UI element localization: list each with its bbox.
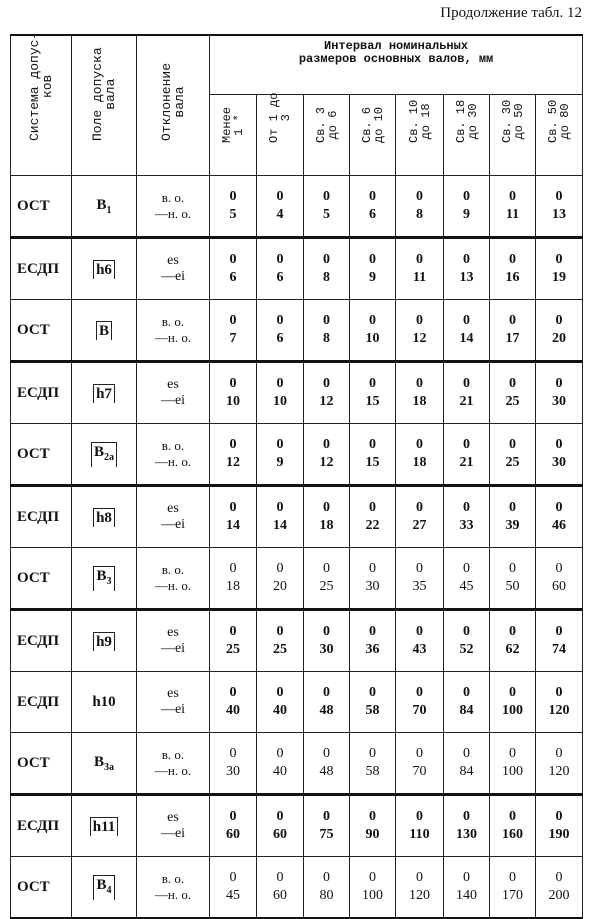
value-cell: 0 9 bbox=[257, 424, 304, 486]
value-cell: 0 20 bbox=[536, 300, 583, 362]
table-row bbox=[11, 733, 583, 795]
value-cell: 0 12 bbox=[304, 362, 350, 424]
header-interval-2: От 1 до 3 bbox=[257, 95, 304, 176]
value-cell: 0 75 bbox=[304, 795, 350, 857]
header-interval-7: Св. 30 до 50 bbox=[490, 95, 536, 176]
value-cell: 0 11 bbox=[490, 176, 536, 238]
deviation-cell: в. о. —н. о. bbox=[137, 857, 210, 919]
field-cell: $B_3$ bbox=[72, 548, 137, 610]
value-cell: 0 48 bbox=[304, 672, 350, 733]
value-cell: 0 30 bbox=[304, 610, 350, 672]
deviation-cell: в. о. —н. о. bbox=[137, 548, 210, 610]
value-cell: 0 30 bbox=[210, 733, 257, 795]
system-cell: ОСТ bbox=[11, 733, 72, 795]
header-interval-3: Св. 3 до 6 bbox=[304, 95, 350, 176]
header-deviation: Отклонение вала bbox=[137, 35, 210, 176]
value-cell: 0 4 bbox=[257, 176, 304, 238]
value-cell: 0 14 bbox=[210, 486, 257, 548]
value-cell: 0 84 bbox=[444, 733, 490, 795]
table-row bbox=[11, 486, 583, 548]
field-cell: h9 bbox=[72, 610, 137, 672]
table-row bbox=[11, 176, 583, 238]
value-cell: 0 13 bbox=[444, 238, 490, 300]
header-system: Система допус- ков bbox=[11, 35, 72, 176]
value-cell: 0 18 bbox=[304, 486, 350, 548]
value-cell: 0 25 bbox=[490, 362, 536, 424]
value-cell: 0 190 bbox=[536, 795, 583, 857]
value-cell: 0 120 bbox=[536, 672, 583, 733]
value-cell: 0 58 bbox=[350, 733, 396, 795]
value-cell: 0 80 bbox=[304, 857, 350, 919]
value-cell: 0 9 bbox=[444, 176, 490, 238]
value-cell: 0 8 bbox=[304, 300, 350, 362]
value-cell: 0 100 bbox=[490, 733, 536, 795]
value-cell: 0 10 bbox=[257, 362, 304, 424]
field-cell: $B_{3a}$ bbox=[72, 733, 137, 795]
value-cell: 0 60 bbox=[210, 795, 257, 857]
value-cell: 0 70 bbox=[396, 672, 444, 733]
field-cell: h10 bbox=[72, 672, 137, 733]
value-cell: 0 30 bbox=[536, 362, 583, 424]
value-cell: 0 52 bbox=[444, 610, 490, 672]
value-cell: 0 39 bbox=[490, 486, 536, 548]
value-cell: 0 110 bbox=[396, 795, 444, 857]
value-cell: 0 45 bbox=[444, 548, 490, 610]
value-cell: 0 16 bbox=[490, 238, 536, 300]
deviation-cell: в. о. —н. о. bbox=[137, 176, 210, 238]
value-cell: 0 84 bbox=[444, 672, 490, 733]
value-cell: 0 27 bbox=[396, 486, 444, 548]
value-cell: 0 48 bbox=[304, 733, 350, 795]
header-interval-1: Менее 1 * bbox=[210, 95, 257, 176]
value-cell: 0 160 bbox=[490, 795, 536, 857]
table-row bbox=[11, 795, 583, 857]
value-cell: 0 11 bbox=[396, 238, 444, 300]
value-cell: 0 13 bbox=[536, 176, 583, 238]
field-cell: $B_1$ bbox=[72, 176, 137, 238]
value-cell: 0 18 bbox=[396, 424, 444, 486]
system-cell: ЕСДП bbox=[11, 610, 72, 672]
value-cell: 0 10 bbox=[210, 362, 257, 424]
value-cell: 0 70 bbox=[396, 733, 444, 795]
header-interval-5: Св. 10 до 18 bbox=[396, 95, 444, 176]
value-cell: 0 18 bbox=[396, 362, 444, 424]
value-cell: 0 7 bbox=[210, 300, 257, 362]
value-cell: 0 12 bbox=[304, 424, 350, 486]
value-cell: 0 60 bbox=[257, 857, 304, 919]
value-cell: 0 14 bbox=[444, 300, 490, 362]
header-interval-6: Св. 18 до 30 bbox=[444, 95, 490, 176]
header-interval-8: Св. 50 до 80 bbox=[536, 95, 583, 176]
table-row bbox=[11, 672, 583, 733]
value-cell: 0 12 bbox=[210, 424, 257, 486]
value-cell: 0 19 bbox=[536, 238, 583, 300]
deviation-cell: es —ei bbox=[137, 486, 210, 548]
value-cell: 0 25 bbox=[257, 610, 304, 672]
field-cell: h8 bbox=[72, 486, 137, 548]
value-cell: 0 21 bbox=[444, 362, 490, 424]
table-row bbox=[11, 300, 583, 362]
deviation-cell: в. о. —н. о. bbox=[137, 300, 210, 362]
value-cell: 0 6 bbox=[210, 238, 257, 300]
value-cell: 0 21 bbox=[444, 424, 490, 486]
value-cell: 0 74 bbox=[536, 610, 583, 672]
table-row bbox=[11, 610, 583, 672]
header-interval-4: Св. 6 до 10 bbox=[350, 95, 396, 176]
value-cell: 0 60 bbox=[257, 795, 304, 857]
field-cell: h7 bbox=[72, 362, 137, 424]
value-cell: 0 6 bbox=[350, 176, 396, 238]
system-cell: ОСТ bbox=[11, 548, 72, 610]
value-cell: 0 40 bbox=[210, 672, 257, 733]
system-cell: ЕСДП bbox=[11, 486, 72, 548]
value-cell: 0 62 bbox=[490, 610, 536, 672]
header-interval-title: Интервал номинальных размеров основных валов, мм bbox=[210, 35, 583, 95]
value-cell: 0 6 bbox=[257, 238, 304, 300]
value-cell: 0 14 bbox=[257, 486, 304, 548]
system-cell: ОСТ bbox=[11, 300, 72, 362]
table-row bbox=[11, 362, 583, 424]
value-cell: 0 10 bbox=[350, 300, 396, 362]
value-cell: 0 46 bbox=[536, 486, 583, 548]
value-cell: 0 33 bbox=[444, 486, 490, 548]
table-row bbox=[11, 238, 583, 300]
value-cell: 0 130 bbox=[444, 795, 490, 857]
system-cell: ЕСДП bbox=[11, 362, 72, 424]
table-row bbox=[11, 857, 583, 919]
value-cell: 0 12 bbox=[396, 300, 444, 362]
value-cell: 0 40 bbox=[257, 672, 304, 733]
system-cell: ОСТ bbox=[11, 176, 72, 238]
system-cell: ОСТ bbox=[11, 857, 72, 919]
value-cell: 0 50 bbox=[490, 548, 536, 610]
value-cell: 0 45 bbox=[210, 857, 257, 919]
system-cell: ОСТ bbox=[11, 424, 72, 486]
value-cell: 0 200 bbox=[536, 857, 583, 919]
value-cell: 0 30 bbox=[536, 424, 583, 486]
value-cell: 0 35 bbox=[396, 548, 444, 610]
value-cell: 0 43 bbox=[396, 610, 444, 672]
value-cell: 0 60 bbox=[536, 548, 583, 610]
value-cell: 0 25 bbox=[490, 424, 536, 486]
system-cell: ЕСДП bbox=[11, 795, 72, 857]
value-cell: 0 5 bbox=[304, 176, 350, 238]
value-cell: 0 90 bbox=[350, 795, 396, 857]
value-cell: 0 17 bbox=[490, 300, 536, 362]
value-cell: 0 5 bbox=[210, 176, 257, 238]
value-cell: 0 120 bbox=[396, 857, 444, 919]
header-field: Поле допуска вала bbox=[72, 35, 137, 176]
deviation-cell: es —ei bbox=[137, 672, 210, 733]
value-cell: 0 6 bbox=[257, 300, 304, 362]
deviation-cell: es —ei bbox=[137, 795, 210, 857]
value-cell: 0 25 bbox=[304, 548, 350, 610]
table-caption: Продолжение табл. 12 bbox=[440, 5, 582, 21]
field-cell: B bbox=[72, 300, 137, 362]
deviation-cell: es —ei bbox=[137, 362, 210, 424]
deviation-cell: es —ei bbox=[137, 610, 210, 672]
field-cell: h6 bbox=[72, 238, 137, 300]
value-cell: 0 9 bbox=[350, 238, 396, 300]
field-cell: $B_4$ bbox=[72, 857, 137, 919]
deviation-cell: es —ei bbox=[137, 238, 210, 300]
system-cell: ЕСДП bbox=[11, 238, 72, 300]
value-cell: 0 20 bbox=[257, 548, 304, 610]
value-cell: 0 36 bbox=[350, 610, 396, 672]
table-row bbox=[11, 548, 583, 610]
value-cell: 0 100 bbox=[350, 857, 396, 919]
value-cell: 0 40 bbox=[257, 733, 304, 795]
deviation-cell: в. о. —н. о. bbox=[137, 424, 210, 486]
value-cell: 0 18 bbox=[210, 548, 257, 610]
field-cell: $B_{2a}$ bbox=[72, 424, 137, 486]
table-row bbox=[11, 424, 583, 486]
system-cell: ЕСДП bbox=[11, 672, 72, 733]
value-cell: 0 8 bbox=[396, 176, 444, 238]
value-cell: 0 100 bbox=[490, 672, 536, 733]
value-cell: 0 25 bbox=[210, 610, 257, 672]
tolerance-table bbox=[10, 31, 583, 919]
field-cell: h11 bbox=[72, 795, 137, 857]
deviation-cell: в. о. —н. о. bbox=[137, 733, 210, 795]
value-cell: 0 58 bbox=[350, 672, 396, 733]
value-cell: 0 15 bbox=[350, 424, 396, 486]
value-cell: 0 15 bbox=[350, 362, 396, 424]
value-cell: 0 30 bbox=[350, 548, 396, 610]
value-cell: 0 140 bbox=[444, 857, 490, 919]
value-cell: 0 8 bbox=[304, 238, 350, 300]
value-cell: 0 120 bbox=[536, 733, 583, 795]
value-cell: 0 22 bbox=[350, 486, 396, 548]
value-cell: 0 170 bbox=[490, 857, 536, 919]
